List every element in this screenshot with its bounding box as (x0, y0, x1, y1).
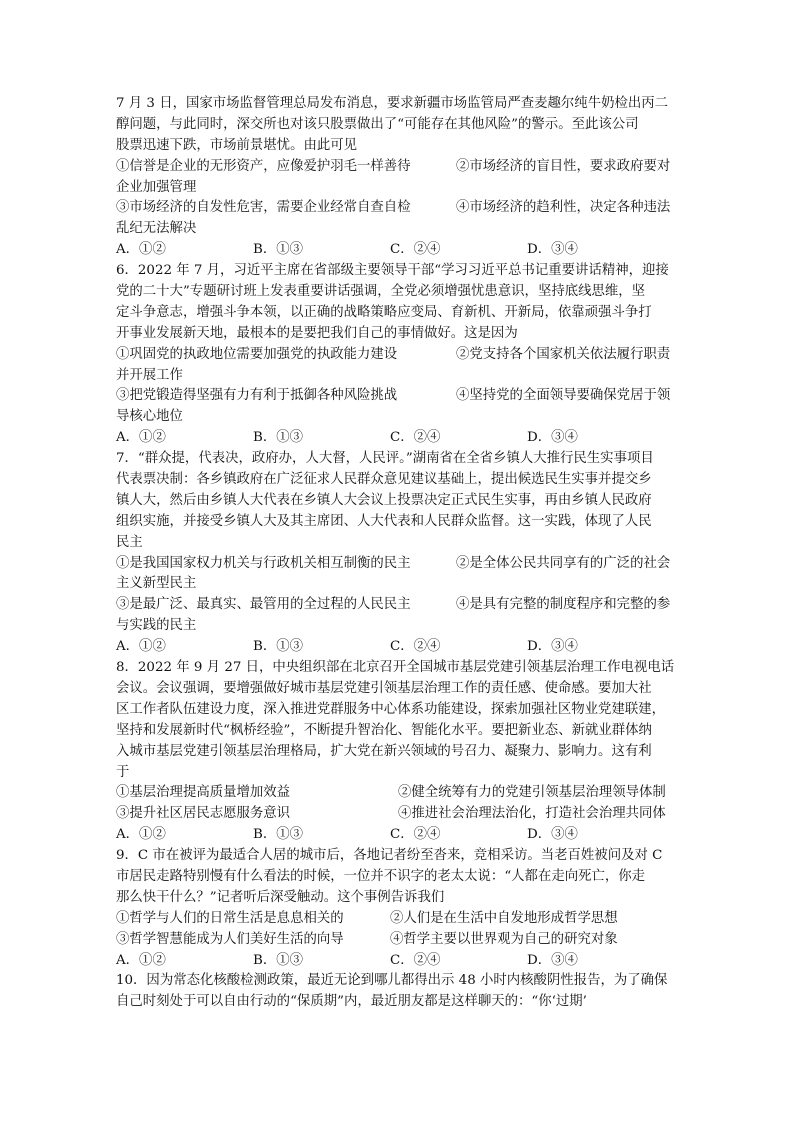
q7-option-4: ④是具有完整的制度程序和完整的参 (456, 597, 671, 613)
q5-stem-line: 7 月 3 日，国家市场监督管理总局发布消息，要求新疆市场监管局严查麦趣尔纯牛奶检出丙二 (116, 96, 669, 111)
choice-c: C．②④ (390, 639, 441, 655)
choice-b: B．①③ (253, 639, 304, 655)
q5-option-1: ①信誉是企业的无形资产，应像爱护羽毛一样善待 (116, 158, 411, 174)
q7-stem-line: 代表票决制：各乡镇政府在广泛征求人民群众意见建议基础上，提出候选民生实事并提交乡 (116, 472, 652, 488)
choice-b: B．①③ (253, 242, 304, 258)
choice-d: D．③④ (527, 952, 578, 968)
q8-stem-line: 8．2022 年 9 月 27 日，中央组织部在北京召开全国城市基层党建引领基层治理工作电视电话 (116, 660, 675, 676)
q8-stem-line: 入城市基层党建引领基层治理格局，扩大党在新兴领域的号召力、凝聚力、影响力。这有利 (116, 743, 652, 759)
q5-option-4-cont: 乱纪无法解决 (116, 221, 197, 237)
q8-option-1: ①基层治理提高质量增加效益 (116, 785, 291, 801)
choice-d: D．③④ (527, 242, 578, 258)
q7-option-4-cont: 与实践的民主 (116, 618, 197, 634)
q5-stem-line: 醇问题，与此同时，深交所也对该只股票做出了“可能存在其他风险”的警示。至此该公司 (116, 116, 639, 132)
exam-content (116, 94, 682, 1013)
q8-stem-line: 会议。会议强调，要增强做好城市基层党建引领基层治理工作的责任感、使命感。要加大社 (116, 680, 652, 696)
q7-options-row (116, 595, 682, 616)
q9-options-row (116, 909, 682, 930)
q5-stem-line: 股票迅速下跌，市场前景堪忧。由此可见 (116, 137, 358, 153)
q10-stem-line: 10．因为常态化核酸检测政策，最近无论到哪儿都得出示 48 小时内核酸阴性报告，为了确保 (116, 973, 668, 989)
q7-option-2-cont: 主义新型民主 (116, 576, 197, 592)
q5-option-2: ②市场经济的盲目性，要求政府要对 (456, 158, 671, 174)
q8-stem-line: 坚持和发展新时代“枫桥经验”，不断提升智治化、智能化水平。要把新业态、新就业群体纳 (116, 722, 652, 738)
choice-d: D．③④ (527, 430, 578, 446)
question-9 (116, 846, 682, 971)
q6-option-2: ②党支持各个国家机关依法履行职责 (456, 346, 671, 362)
choice-b: B．①③ (253, 430, 304, 446)
choice-a: A．①② (116, 827, 166, 843)
q6-option-4: ④坚持党的全面领导要确保党居于领 (456, 388, 671, 404)
choice-a: A．①② (116, 430, 166, 446)
choice-a: A．①② (116, 639, 166, 655)
q5-options-row (116, 157, 682, 178)
q7-option-2: ②是全体公民共同享有的广泛的社会 (456, 555, 671, 571)
q9-choices (116, 951, 682, 972)
q9-stem-line: 9．C 市在被评为最适合人居的城市后，各地记者纷至沓来，竞相采访。当老百姓被问及对 C (116, 848, 663, 864)
q6-stem-line: 6．2022 年 7 月，习近平主席在省部级主要领导干部“学习习近平总书记重要讲话精神，迎接 (116, 263, 669, 279)
q7-stem-line: 组织实施，并接受乡镇人大及其主席团、人大代表和人民群众监督。这一实践，体现了人民 (116, 513, 652, 529)
q8-options-row (116, 804, 682, 825)
q7-stem-line: 民主 (116, 534, 143, 550)
q7-option-1: ①是我国国家权力机关与行政机关相互制衡的民主 (116, 555, 411, 571)
q6-options-row (116, 345, 682, 366)
q5-choices (116, 240, 682, 261)
q5-option-2-cont: 企业加强管理 (116, 179, 197, 195)
question-10 (116, 971, 682, 1013)
q6-option-4-cont: 导核心地位 (116, 409, 183, 425)
q8-options-row (116, 783, 682, 804)
question-6 (116, 261, 682, 449)
q7-choices (116, 637, 682, 658)
q6-stem-line: 定斗争意志，增强斗争本领，以正确的战略策略应变局、育新机、开新局，依靠顽强斗争打 (116, 304, 652, 320)
q6-option-3: ③把党锻造得坚强有力有利于抵御各种风险挑战 (116, 388, 398, 404)
q6-choices (116, 428, 682, 449)
question-7 (116, 449, 682, 658)
q8-stem-line: 区工作者队伍建设力度，深入推进党群服务中心体系功能建设，探索加强社区物业党建联建， (116, 701, 666, 717)
choice-b: B．①③ (253, 827, 304, 843)
choice-a: A．①② (116, 242, 166, 258)
q8-option-2: ②健全统筹有力的党建引领基层治理领导体制 (398, 785, 666, 801)
choice-a: A．①② (116, 952, 166, 968)
q8-stem-line: 于 (116, 764, 130, 780)
q9-options-row (116, 930, 682, 951)
choice-d: D．③④ (527, 827, 578, 843)
q6-stem-line: 党的二十大”专题研讨班上发表重要讲话强调，全党必须增强忧患意识，坚持底线思维，坚 (116, 284, 646, 300)
q7-options-row (116, 554, 682, 575)
q7-stem-line: 镇人大，然后由乡镇人大代表在乡镇人大会议上投票决定正式民生实事，再由乡镇人民政府 (116, 492, 652, 508)
question-5 (116, 94, 682, 261)
q6-option-2-cont: 并开展工作 (116, 367, 183, 383)
question-8 (116, 658, 682, 846)
choice-c: C．②④ (390, 242, 441, 258)
q8-choices (116, 825, 682, 846)
q9-stem-line: 市居民走路特别慢有什么看法的时候，一位并不识字的老太太说：“人都在走向死亡，你走 (116, 868, 646, 884)
q9-option-4: ④哲学主要以世界观为自己的研究对象 (390, 931, 618, 947)
choice-d: D．③④ (527, 639, 578, 655)
q9-option-2: ②人们是在生活中自发地形成哲学思想 (390, 910, 618, 926)
q7-stem-line: 7．“群众提，代表决，政府办，人大督，人民评。”湖南省在全省乡镇人大推行民生实事项目 (116, 451, 654, 467)
q7-option-3: ③是最广泛、最真实、最管用的全过程的人民民主 (116, 597, 411, 613)
q5-option-3: ③市场经济的自发性危害，需要企业经常自查自检 (116, 200, 411, 216)
q5-option-4: ④市场经济的趋利性，决定各种违法 (456, 200, 671, 216)
q9-stem-line: 那么快干什么？”记者听后深受触动。这个事例告诉我们 (116, 889, 445, 905)
q10-stem-line: 自己时刻处于可以自由行动的“保质期”内，最近朋友都是这样聊天的：“你‘过期’ (116, 994, 587, 1010)
q6-options-row (116, 386, 682, 407)
q6-option-1: ①巩固党的执政地位需要加强党的执政能力建设 (116, 346, 398, 362)
q9-option-1: ①哲学与人们的日常生活是息息相关的 (116, 910, 344, 926)
choice-c: C．②④ (390, 430, 441, 446)
choice-b: B．①③ (253, 952, 304, 968)
q9-option-3: ③哲学智慧能成为人们美好生活的向导 (116, 931, 344, 947)
choice-c: C．②④ (390, 827, 441, 843)
choice-c: C．②④ (390, 952, 441, 968)
q6-stem-line: 开事业发展新天地，最根本的是要把我们自己的事情做好。这是因为 (116, 325, 518, 341)
q5-options-row (116, 198, 682, 219)
q8-option-3: ③提升社区居民志愿服务意识 (116, 806, 291, 822)
q8-option-4: ④推进社会治理法治化，打造社会治理共同体 (398, 806, 666, 822)
